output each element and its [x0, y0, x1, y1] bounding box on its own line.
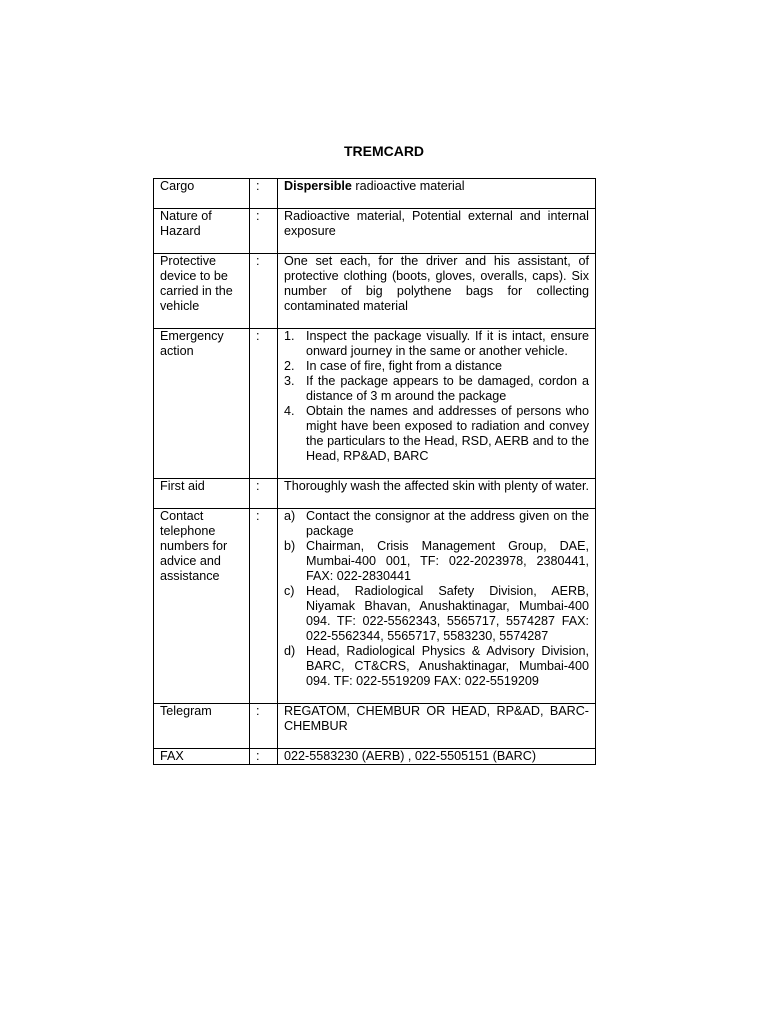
- row-colon: :: [250, 179, 278, 209]
- row-value: Thoroughly wash the affected skin with plenty of water.: [278, 479, 596, 509]
- row-colon: :: [250, 209, 278, 254]
- list-item-text: Obtain the names and addresses of persons who might have been exposed to radiation and convey the particulars to the Head, RSD, AERB and to the Head, RP&AD, BARC: [306, 404, 589, 463]
- list-item-text: Head, Radiological Safety Division, AERB, Niyamak Bhavan, Anushaktinagar, Mumbai-400 094. TF: 022-5562343, 5565717, 5574287 FAX: 022-5562344, 5565717, 5583230, 5574287: [306, 584, 589, 643]
- row-value: [278, 329, 596, 479]
- list-item-text: If the package appears to be damaged, cordon a distance of 3 m around the package: [306, 374, 589, 403]
- table-row-fax: [154, 749, 596, 765]
- row-value: [278, 509, 596, 704]
- list-item: [284, 584, 589, 644]
- list-item-text: Chairman, Crisis Management Group, DAE, Mumbai-400 001, TF: 022-2023978, 2380441, FAX: 022-2830441: [306, 539, 589, 583]
- row-label: Protective device to be carried in the vehicle: [154, 254, 250, 329]
- list-item-text: Contact the consignor at the address given on the package: [306, 509, 589, 538]
- row-value: 022-5583230 (AERB) , 022-5505151 (BARC): [278, 749, 596, 765]
- row-value: REGATOM, CHEMBUR OR HEAD, RP&AD, BARC-CHEMBUR: [278, 704, 596, 749]
- list-marker: c): [284, 584, 295, 598]
- row-colon: :: [250, 329, 278, 479]
- row-colon: :: [250, 509, 278, 704]
- list-item: [284, 404, 589, 464]
- list-item-text: In case of fire, fight from a distance: [306, 359, 502, 373]
- row-value: [278, 179, 596, 209]
- row-colon: :: [250, 749, 278, 765]
- list-marker: 4.: [284, 404, 295, 418]
- row-label: Emergency action: [154, 329, 250, 479]
- emergency-action-list: [284, 329, 589, 464]
- row-value: Radioactive material, Potential external and internal exposure: [278, 209, 596, 254]
- list-item: [284, 644, 589, 689]
- cargo-emphasis: Dispersible: [284, 179, 352, 193]
- table-row-first-aid: [154, 479, 596, 509]
- list-item: [284, 359, 589, 374]
- row-colon: :: [250, 479, 278, 509]
- list-item: [284, 374, 589, 404]
- row-label: Nature of Hazard: [154, 209, 250, 254]
- contact-list: [284, 509, 589, 689]
- list-item: [284, 329, 589, 359]
- row-label: Contact telephone numbers for advice and assistance: [154, 509, 250, 704]
- row-colon: :: [250, 254, 278, 329]
- row-label: FAX: [154, 749, 250, 765]
- list-marker: 2.: [284, 359, 295, 373]
- list-item: [284, 539, 589, 584]
- list-marker: 1.: [284, 329, 295, 343]
- list-item-text: Head, Radiological Physics & Advisory Division, BARC, CT&CRS, Anushaktinagar, Mumbai-400 094. TF: 022-5519209 FAX: 022-5519209: [306, 644, 589, 688]
- list-item: [284, 509, 589, 539]
- row-label: Telegram: [154, 704, 250, 749]
- cargo-description: radioactive material: [351, 179, 465, 193]
- row-value: One set each, for the driver and his assistant, of protective clothing (boots, gloves, overalls, caps). Six number of big polythene bags for collecting contaminated material: [278, 254, 596, 329]
- table-row-protective-device: [154, 254, 596, 329]
- row-label: First aid: [154, 479, 250, 509]
- document-title: TREMCARD: [343, 143, 425, 159]
- list-marker: a): [284, 509, 296, 523]
- table-row-nature-of-hazard: [154, 209, 596, 254]
- tremcard-table: [153, 178, 596, 765]
- table-row-emergency-action: [154, 329, 596, 479]
- list-marker: b): [284, 539, 296, 553]
- list-marker: 3.: [284, 374, 295, 388]
- list-marker: d): [284, 644, 296, 658]
- table-row-telegram: [154, 704, 596, 749]
- row-colon: :: [250, 704, 278, 749]
- list-item-text: Inspect the package visually. If it is intact, ensure onward journey in the same or another vehicle.: [306, 329, 589, 358]
- table-row-contact-numbers: [154, 509, 596, 704]
- row-label: Cargo: [154, 179, 250, 209]
- table-row-cargo: [154, 179, 596, 209]
